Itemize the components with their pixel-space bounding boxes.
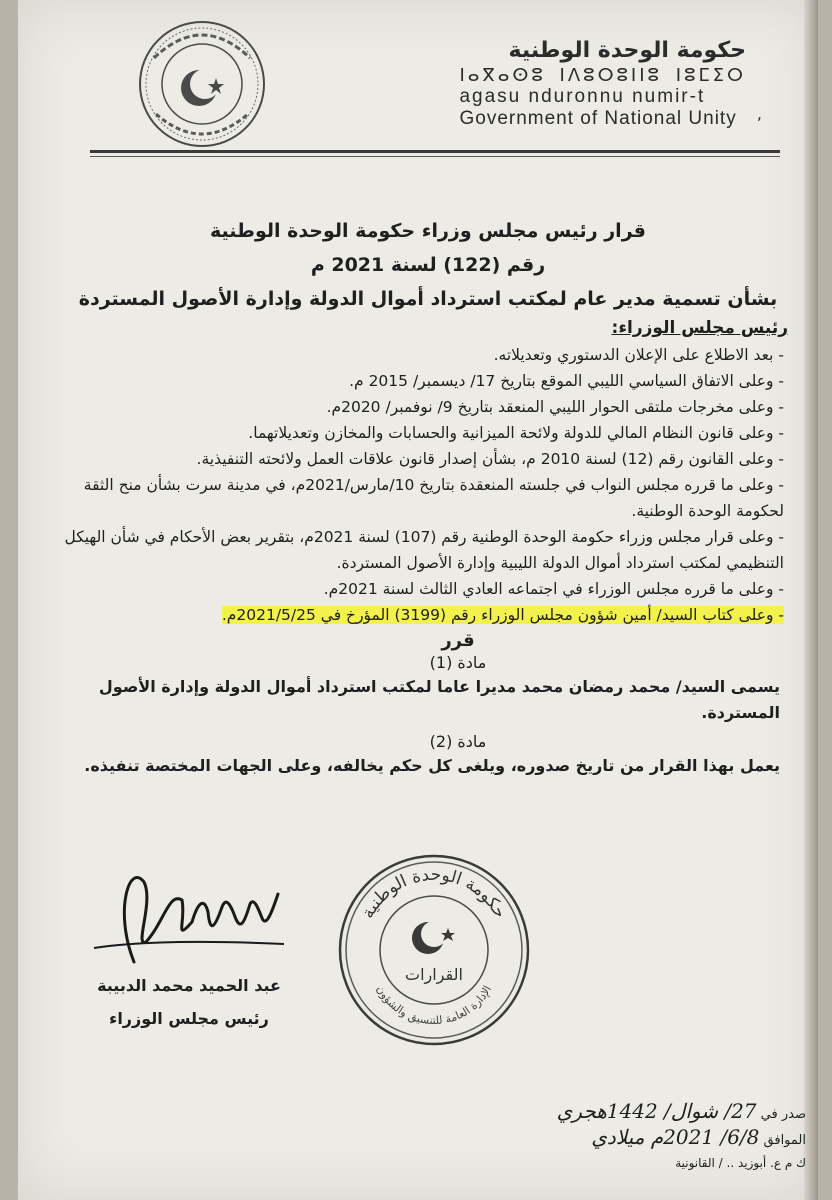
decree-subject: بشأن تسمية مدير عام لمكتب استرداد أموال الدولة وإدارة الأصول المستردة <box>78 288 778 310</box>
stamp-lower-text: الإدارة العامة للتنسيق والشؤون <box>373 983 495 1028</box>
preamble-clause: - وعلى مخرجات ملتقى الحوار الليبي المنعقد بتاريخ 9/ نوفمبر/ 2020م. <box>326 398 784 416</box>
issuing-authority: رئيس مجلس الوزراء: <box>611 318 788 338</box>
official-stamp <box>336 852 532 1048</box>
header-english-name: Government of National Unity <box>459 108 737 129</box>
svg-text:الإدارة العامة للتنسيق والشؤون <box>374 983 494 1027</box>
signatory-name: عبد الحميد محمد الدبيبة <box>97 976 281 995</box>
stamp-center-text: القرارات <box>405 965 463 984</box>
decree-number: رقم (122) لسنة 2021 م <box>310 254 546 276</box>
signature-block <box>74 852 304 1028</box>
reference-line: ك م ع. أبوزيد .. / القانونية <box>675 1156 806 1170</box>
hijri-label: صدر في <box>760 1107 806 1122</box>
preamble-clause: - وعلى ما قرره مجلس النواب في جلسته المنعقدة بتاريخ 10/مارس/2021م، في مدينة سرت بشأن منح الثقة لحكومة الوحدة الوطنية. <box>83 476 784 520</box>
decree-body <box>58 220 798 785</box>
header-arabic-name: حكومة الوحدة الوطنية <box>508 38 746 63</box>
preamble-clause-highlighted: - وعلى كتاب السيد/ أمين شؤون مجلس الوزراء رقم (3199) المؤرخ في 2021/5/25م. <box>221 606 784 624</box>
gregorian-date-row <box>506 1124 806 1150</box>
gregorian-date-value: 6/8/ 2021م ميلادي <box>591 1125 760 1149</box>
hijri-date-row <box>506 1098 806 1124</box>
preamble-clause: - وعلى ما قرره مجلس الوزراء في اجتماعه العادي الثالث لسنة 2021م. <box>323 580 784 598</box>
header-rule-thick <box>90 150 780 153</box>
header-amazigh-name: agasu nduronnu numir-t <box>459 86 706 107</box>
hijri-date-value: 27/ شوال/ 1442هجري <box>556 1099 757 1123</box>
government-header <box>459 38 746 130</box>
preamble-clause: - وعلى الاتفاق السياسي الليبي الموقع بتاريخ 17/ ديسمبر/ 2015 م. <box>349 372 784 390</box>
page-edge-shadow <box>804 0 818 1200</box>
signatory-title: رئيس مجلس الوزراء <box>109 1009 269 1028</box>
gregorian-label: الموافق <box>763 1133 806 1148</box>
stamp-ring-text: حكومة الوحدة الوطنية <box>357 864 511 922</box>
decided-heading: قرر <box>441 630 475 651</box>
preamble-clause: - وعلى القانون رقم (12) لسنة 2010 م، بشأن إصدار قانون علاقات العمل ولائحته التنفيذية. <box>196 450 784 468</box>
header-tifinagh-name: ⵏⴰⴳⴰⵙⵓ ⵏⴷⵓⵔⵓⵏⵏⵓ ⵏⵓⵎⵉⵔ <box>459 65 746 86</box>
article-2-body: يعمل بهذا القرار من تاريخ صدوره، ويلغى كل حكم يخالفه، وعلى الجهات المختصة تنفيذه. <box>84 756 780 775</box>
header-rule-thin <box>90 156 780 157</box>
decree-title: قرار رئيس مجلس وزراء حكومة الوحدة الوطنية <box>210 220 646 242</box>
preamble-clause: - بعد الاطلاع على الإعلان الدستوري وتعديلاته. <box>493 346 784 364</box>
issue-footer <box>506 1098 806 1176</box>
article-2-heading: مادة (2) <box>429 732 487 751</box>
state-emblem-icon <box>136 18 268 150</box>
preamble-clause: - وعلى قانون النظام المالي للدولة ولائحة الميزانية والحسابات والمخازن وتعديلاتهما. <box>248 424 784 442</box>
preamble-clause: - وعلى قرار مجلس وزراء حكومة الوحدة الوطنية رقم (107) لسنة 2021م، بتقرير بعض الأحكام في شأن الهيكل التنظيمي لمكتب استرداد أموال الدولة الليبية وإدارة الأصول المستردة. <box>64 528 784 572</box>
article-1-heading: مادة (1) <box>429 653 487 672</box>
handwritten-signature <box>74 852 304 972</box>
document-page <box>18 0 818 1200</box>
article-1-body: يسمى السيد/ محمد رمضان محمد مديرا عاما لمكتب استرداد أموال الدولة وإدارة الأصول المستردة. <box>98 677 780 722</box>
corner-mark: , <box>756 104 762 123</box>
